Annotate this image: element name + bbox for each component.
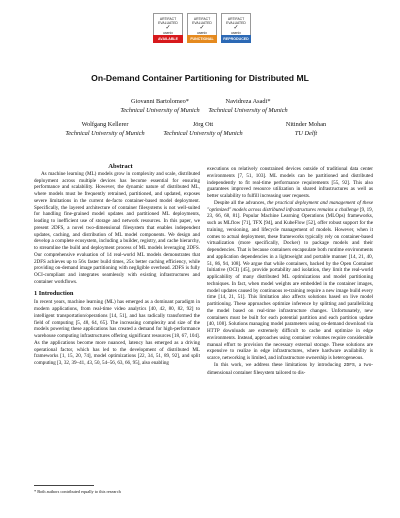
author-block [110, 98, 210, 115]
author-affiliation: Technical University of Munich [120, 106, 200, 114]
author-name: Wolfgang Kellerer [81, 121, 129, 128]
abstract-text: As machine learning (ML) models grow in complexity and scale, distributed deployment across multiple devices has become essential for ensuring performance and scalability. However, the dynamic nature of distributed ML, where models must be frequently retrained, partitioned, and updated, exposes severe limitations in the current de-facto container-based model deployment. Specifically, the layered architecture of container filesystems is not well-suited for handling fine-grained model updates and partitioned ML deployments, leading to inefficient use of storage and network resources. In this paper, we present 2DFS, a novel two-dimensional filesystem that enables independent updates, caching, and distribution of ML model components. We design and develop a complete ecosystem, including a builder, registry, and cache hierarchy, to streamline the build and deployment process of ML models leveraging 2DFS. Our comprehensive evaluation of 14 real-world ML models demonstrates that 2DFS achieves up to 56x faster build times, 25x better caching efficiency, while providing on-demand image partitioning with negligible overhead. 2DFS is fully OCI-compliant and integrates seamlessly with existing infrastructures and container workflows. [34, 170, 200, 285]
footnote-rule [34, 485, 94, 486]
paper-title: On-Demand Container Partitioning for Distributed ML [91, 73, 309, 83]
author-name: Jörg Ott [192, 121, 214, 128]
left-column [34, 164, 200, 367]
author-affiliation: Technical University of Munich [65, 129, 145, 137]
artifact-badges [0, 13, 400, 47]
body-paragraph: executions on relatively constrained devices outside of traditional data center environments [7, 51, 103]. ML models can be partitioned and distributed independently to fit real-time performance requirements [55, 92]. This also guarantees improved resource utilization in shared infrastructures as well as better scalability to fulfill increasing user requests. [207, 166, 373, 199]
artifact-badge-available: ARTIFACT EVALUATED ✓ usenix AVAILABLE [153, 13, 183, 47]
author-name: Giovanni Bartolomeo* [131, 98, 189, 105]
author-affiliation: Technical University of Munich [163, 129, 243, 137]
author-block [55, 121, 155, 138]
author-name: Nitinder Mohan [285, 121, 327, 128]
author-affiliation: Technical University of Munich [208, 106, 288, 114]
footnote: * Both authors contributed equally to this research [34, 489, 121, 494]
author-affiliation: TU Delft [294, 129, 318, 137]
body-paragraph: Despite all the advances, the practical deployment and management of these "optimized" models across distributed infrastructures remains a challenge [9, 19, 23, 66, 68, 81]. Popular Machine Learning Operations (MLOps) frameworks, such as MLflow [71], TFX [94], and KubeFlow [52], offer robust support for the training, versioning, and lifecycle management of models. However, when it comes to actual deployment, these frameworks typically rely on container-based virtualization (more specifically, Docker) to package models and their dependencies. That is because containers encapsulate both runtime environments and application dependencies in a lightweight and portable manner [14, 21, 40, 51, 86, 94, 108]. We argue that while containers, backed by the Open Container Initiative (OCI) [45], provide portability and isolation, they limit the real-world applicability of many distributed ML optimizations and model partitioning techniques. In fact, when model weights are embedded in the container images, model updates caused by continuous re-training require a new image build every time [14, 21, 51]. This limitation also affects solutions based on live model partitioning. These approaches optimize inference by splitting and parallelizing the model based on real-time infrastructure changes. Unfortunately, new containers must be built for each potential partition and each partition update [40, 108]. Solutions managing model parameters using on-demand download via HTTP downloads are extremely difficult to cache and optimize in edge environments. Instead, approaches using container volumes require considerable manual effort to provision the necessary external storage. These solutions are expensive to realize in edge infrastructures, where hardware availability is scarce, networking is limited, and infrastructure ownership is heterogeneous. [207, 199, 373, 361]
author-name: Navidreza Asadi* [225, 98, 271, 105]
section-heading-introduction: 1 Introduction [34, 289, 74, 297]
code-term: 2DFS [343, 362, 355, 368]
body-paragraph: In this work, we address these limitations by introducing 2DFS, a two-dimensional container filesystem tailored to dis- [207, 361, 374, 376]
emphasis-text: the practical deployment and management of these "optimized" models across distributed infrastructures remains a challenge [207, 199, 373, 213]
intro-paragraph: In recent years, machine learning (ML) has emerged as a dominant paradigm in modern applications, from real-time video analytics [40, 42, 80, 82, 92] to intelligent transportation/operations [14, 51], and has radically transformed the field of computing [5, 48, 64, 65]. The increasing complexity and size of the models powering these applications has created a demand for high-performance warehouse computing infrastructures offering significant resources [18, 67, 104]. As the applications become more nuanced, latency has emerged as a driving operational factor, which has led to the development of distributed ML frameworks [1, 15, 20, 74], model optimizations [22, 34, 51, 89, 92], and split computing [3, 32, 39–41, 43, 50, 54–56, 63, 66, 95], also enabling [34, 299, 200, 366]
author-block [153, 121, 253, 138]
author-block [266, 121, 346, 138]
artifact-badge-functional: ARTIFACT EVALUATED ✓ usenix FUNCTIONAL [187, 13, 217, 47]
artifact-badge-reproduced: ARTIFACT EVALUATED ✓ usenix REPRODUCED [221, 13, 251, 47]
abstract-heading: Abstract [108, 163, 133, 170]
author-block [198, 98, 298, 115]
right-column [207, 166, 373, 376]
